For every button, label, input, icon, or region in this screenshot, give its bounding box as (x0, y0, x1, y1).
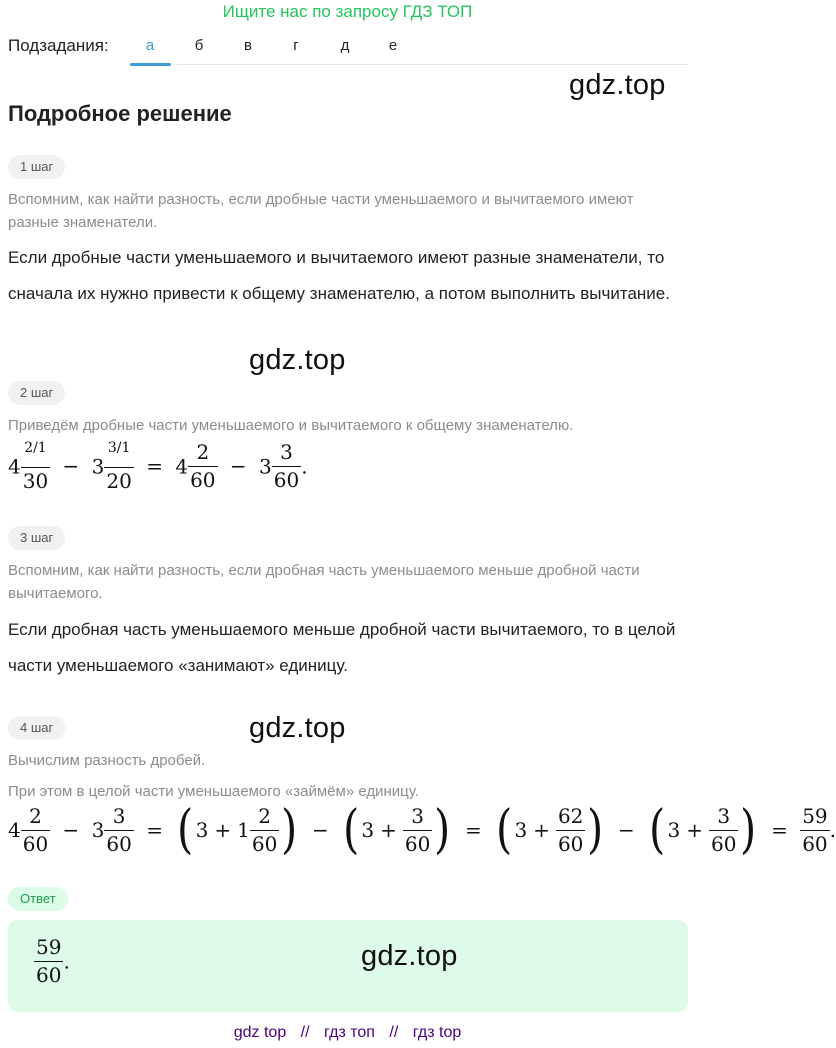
step-4-formula: 4 $\frac{2}{60}$ − 3 $\frac{3}{60}$ = ( 3 + 1 $\frac{2}{60}$ ) − ( 3 + $\frac{3}{60}$ ) = ( 3 + $\frac{62}{60}$ ) − ( 3 + $\frac{3}{60}$ ) = $\frac{59}{60}$ . (8, 800, 836, 860)
watermark: gdz.top (249, 712, 346, 744)
footer-link-1[interactable]: gdz top (233, 1024, 287, 1041)
tab-b[interactable]: б (194, 37, 204, 54)
step-1-badge: 1 шаг (8, 155, 65, 179)
step-3-hint: Вспомним, как найти разность, если дробная часть уменьшаемого меньше дробной части вычитаемого. (8, 562, 640, 602)
tab-d[interactable]: д (340, 37, 350, 54)
answer-badge: Ответ (8, 887, 68, 911)
tab-g[interactable]: г (293, 37, 299, 54)
subtasks-label: Подзадания: (8, 36, 109, 55)
answer-formula: $\frac{59}{60}$ . (36, 935, 70, 987)
step-4-hint-2: При этом в целой части уменьшаемого «займём» единицу. (8, 783, 419, 800)
tab-e[interactable]: е (388, 37, 398, 54)
step-4-badge: 4 шаг (8, 716, 65, 740)
tab-v[interactable]: в (244, 37, 252, 54)
watermark: gdz.top (569, 69, 666, 101)
step-1-text: Если дробные части уменьшаемого и вычитаемого имеют разные знаменатели, то сначала их нужно привести к общему знаменателю, а потом выполнить вычитание. (8, 248, 670, 303)
footer-separator: // (389, 1024, 399, 1041)
footer-links (0, 1024, 695, 1042)
step-2-badge: 2 шаг (8, 381, 65, 405)
step-2-hint: Приведём дробные части уменьшаемого и вычитаемого к общему знаменателю. (8, 417, 574, 434)
footer-link-2[interactable]: гдз топ (324, 1024, 375, 1041)
step-2-formula: 4 $\frac{^{2/1}}{30}$ − 3 $\frac{^{3/1}}{20}$ = 4 $\frac{2}{60}$ − 3 $\frac{3}{60}$ . (8, 439, 308, 493)
footer-separator: // (300, 1024, 310, 1041)
tabs-divider (176, 64, 687, 65)
tab-a[interactable]: а (145, 37, 155, 54)
watermark: gdz.top (361, 940, 458, 972)
watermark: gdz.top (249, 344, 346, 376)
promo-link[interactable]: Ищите нас по запросу ГДЗ ТОП (222, 2, 473, 21)
answer-box (8, 920, 688, 1012)
footer-link-3[interactable]: гдз top (412, 1024, 462, 1041)
step-1-hint: Вспомним, как найти разность, если дробные части уменьшаемого и вычитаемого имеют разные знаменатели. (8, 191, 634, 231)
active-tab-indicator (130, 63, 171, 66)
step-3-text: Если дробная часть уменьшаемого меньше дробной части вычитаемого, то в целой части уменьшаемого «занимают» единицу. (8, 620, 676, 675)
step-4-hint: Вычислим разность дробей. (8, 752, 206, 769)
step-3-badge: 3 шаг (8, 526, 65, 550)
solution-title: Подробное решение (8, 101, 232, 126)
